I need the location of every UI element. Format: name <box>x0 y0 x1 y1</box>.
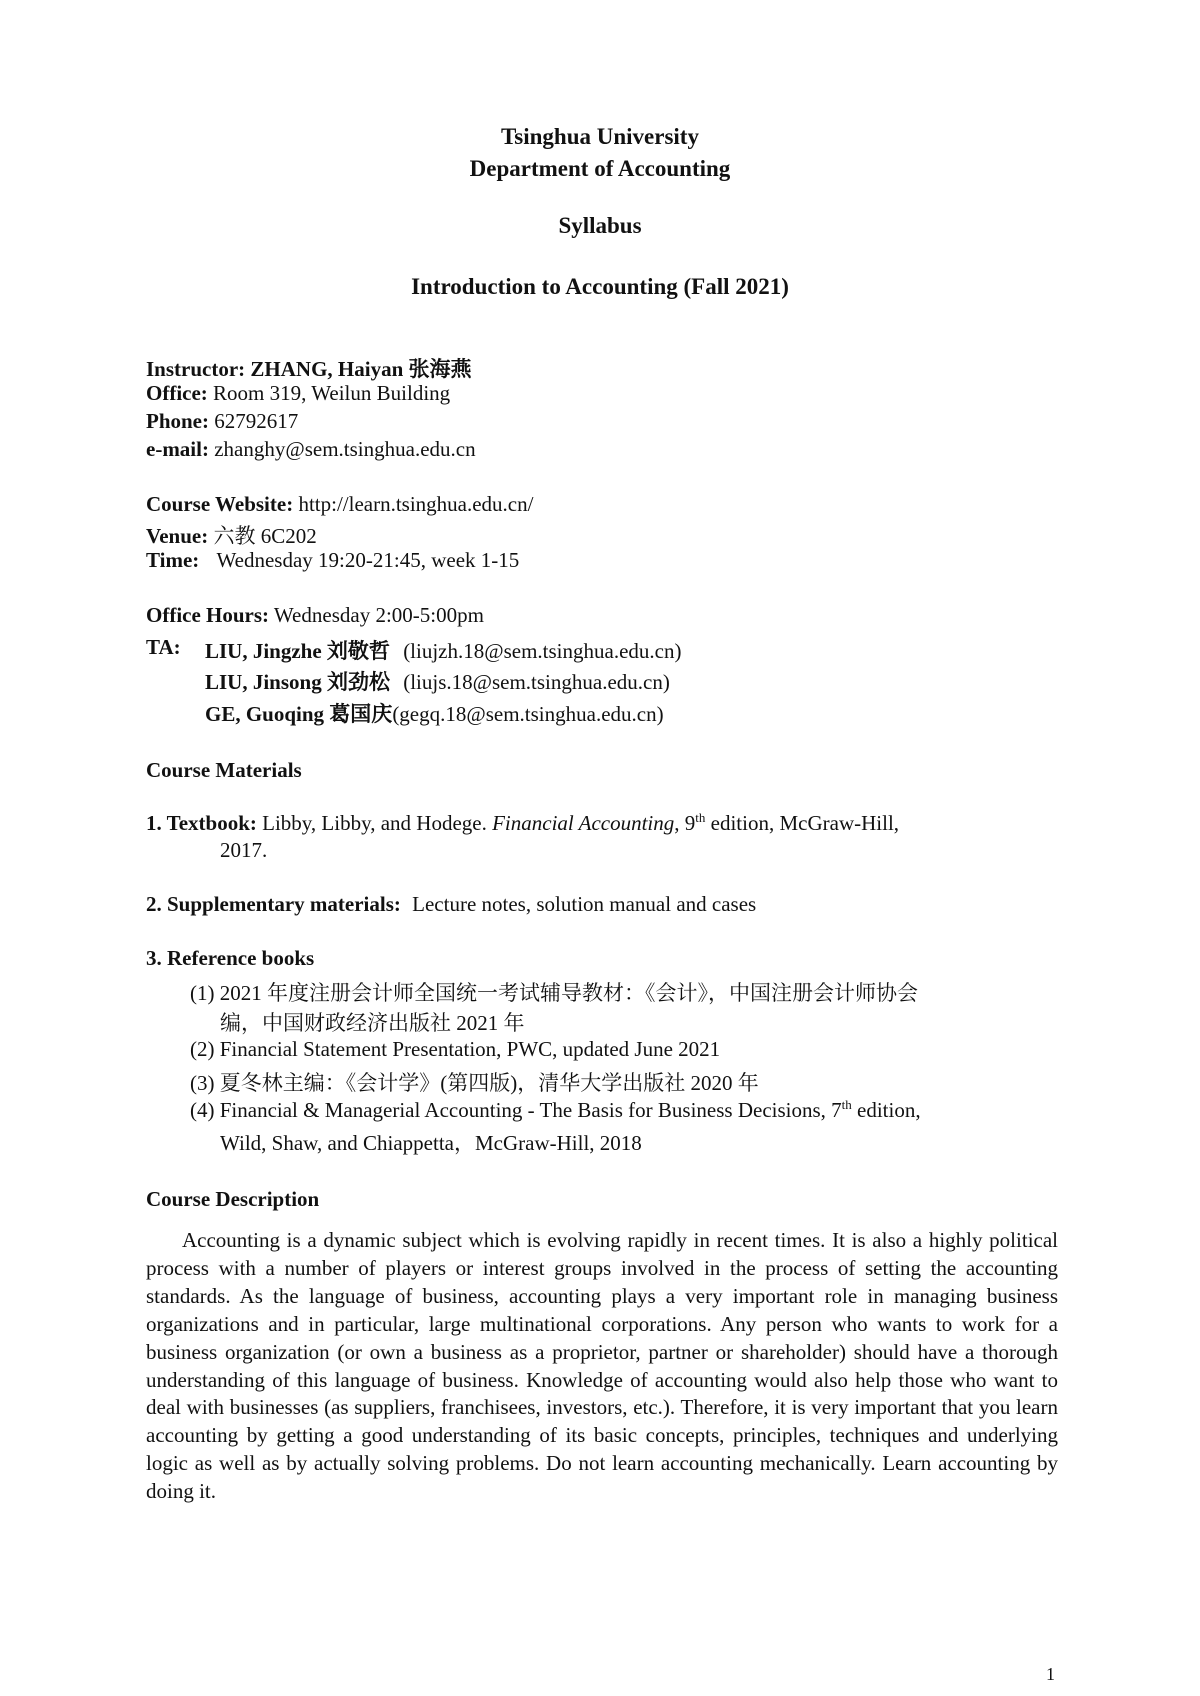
ta-email[interactable]: (liujs.18@sem.tsinghua.edu.cn) <box>403 670 670 694</box>
phone-line <box>146 409 298 434</box>
website-link[interactable]: http://learn.tsinghua.edu.cn/ <box>298 492 534 516</box>
course-materials-heading: Course Materials <box>146 758 302 782</box>
reference-item-continued: Wild, Shaw, and Chiappetta，McGraw-Hill, 2018 <box>220 1131 642 1155</box>
office-hours-line <box>146 603 484 628</box>
supplementary-value: Lecture notes, solution manual and cases <box>412 892 757 916</box>
email-line <box>146 437 476 462</box>
ta-label-line <box>146 635 181 660</box>
ta-email[interactable]: (liujzh.18@sem.tsinghua.edu.cn) <box>403 639 682 663</box>
textbook-year: 2017. <box>220 838 268 862</box>
website-line <box>146 492 533 517</box>
phone-label: Phone: <box>146 409 209 433</box>
office-label: Office: <box>146 381 208 405</box>
course-title: Introduction to Accounting (Fall 2021) <box>411 274 789 299</box>
email-value[interactable]: zhanghy@sem.tsinghua.edu.cn <box>214 437 476 461</box>
ta-name: LIU, Jingzhe 刘敬哲 <box>205 639 390 663</box>
venue-line <box>146 520 317 550</box>
office-hours-value: Wednesday 2:00-5:00pm <box>273 603 484 627</box>
course-description-body: Accounting is a dynamic subject which is evolving rapidly in recent times. It is also a highly political process with a number of players or interest groups involved in the process of setting the accounting standards. As the language of business, accounting plays a very important role in managing business organizations and in particular, large multinational corporations. Any person who wants to work for a business organization (or own a business as a proprietor, partner or shareholder) should have a thorough understanding of this language of business. Knowledge of accounting would also help those who want to deal with businesses (as suppliers, franchisees, investors, etc.). Therefore, it is very important that you learn accounting by getting a good understanding of its basic concepts, principles, techniques and underlying logic as well as by actually solving problems. Do not learn accounting mechanically. Learn accounting by doing it. <box>146 1228 1058 1504</box>
office-hours-label: Office Hours: <box>146 603 270 627</box>
instructor-name: ZHANG, Haiyan 张海燕 <box>250 357 472 381</box>
supplementary-line <box>146 892 756 917</box>
reference-item: (2) Financial Statement Presentation, PWC, updated June 2021 <box>190 1037 721 1061</box>
reference-item-continued: 编，中国财政经济出版社 2021 年 <box>220 1011 525 1035</box>
ta-name: GE, Guoqing 葛国庆 <box>205 702 393 726</box>
time-line <box>146 548 519 573</box>
reference-item <box>190 1097 921 1123</box>
department-title: Department of Accounting <box>469 156 731 181</box>
ta-name: LIU, Jinsong 刘劲松 <box>205 670 390 694</box>
page-number: 1 <box>1046 1664 1055 1684</box>
ta-item <box>205 666 670 696</box>
website-label: Course Website: <box>146 492 294 516</box>
time-label: Time: <box>146 548 200 572</box>
document-type: Syllabus <box>558 213 642 238</box>
textbook-edition-number: , 9 <box>674 811 696 835</box>
venue-value: 六教 6C202 <box>213 524 317 548</box>
reference-item: (1) 2021 年度注册会计师全国统一考试辅导教材：《会计》，中国注册会计师协会 <box>190 981 918 1005</box>
reference-item-text-end: edition, <box>851 1098 921 1122</box>
university-title: Tsinghua University <box>501 124 699 149</box>
email-label: e-mail: <box>146 437 209 461</box>
reference-item: (3) 夏冬林主编：《会计学》(第四版)，清华大学出版社 2020 年 <box>190 1071 759 1095</box>
textbook-authors: Libby, Libby, and Hodege. <box>262 811 487 835</box>
ta-label: TA: <box>146 635 181 659</box>
textbook-publisher: edition, McGraw-Hill, <box>710 811 900 835</box>
office-value: Room 319, Weilun Building <box>213 381 451 405</box>
time-value: Wednesday 19:20-21:45, week 1-15 <box>216 548 520 572</box>
course-description-heading: Course Description <box>146 1187 320 1211</box>
textbook-title: Financial Accounting <box>492 811 675 835</box>
reference-item-text: (4) Financial & Managerial Accounting - The Basis for Business Decisions, 7 <box>190 1098 842 1122</box>
ta-item <box>205 698 664 728</box>
textbook-line <box>146 810 899 836</box>
office-line <box>146 381 450 406</box>
ta-item <box>205 635 681 665</box>
reference-edition-suffix: th <box>841 1097 852 1112</box>
instructor-label: Instructor: <box>146 357 246 381</box>
supplementary-label: 2. Supplementary materials: <box>146 892 401 916</box>
textbook-edition-suffix: th <box>695 810 706 825</box>
phone-value: 62792617 <box>214 409 299 433</box>
venue-label: Venue: <box>146 524 209 548</box>
textbook-label: 1. Textbook: <box>146 811 257 835</box>
reference-books-heading: 3. Reference books <box>146 946 315 970</box>
instructor-line <box>146 353 472 383</box>
ta-email[interactable]: (gegq.18@sem.tsinghua.edu.cn) <box>392 702 664 726</box>
